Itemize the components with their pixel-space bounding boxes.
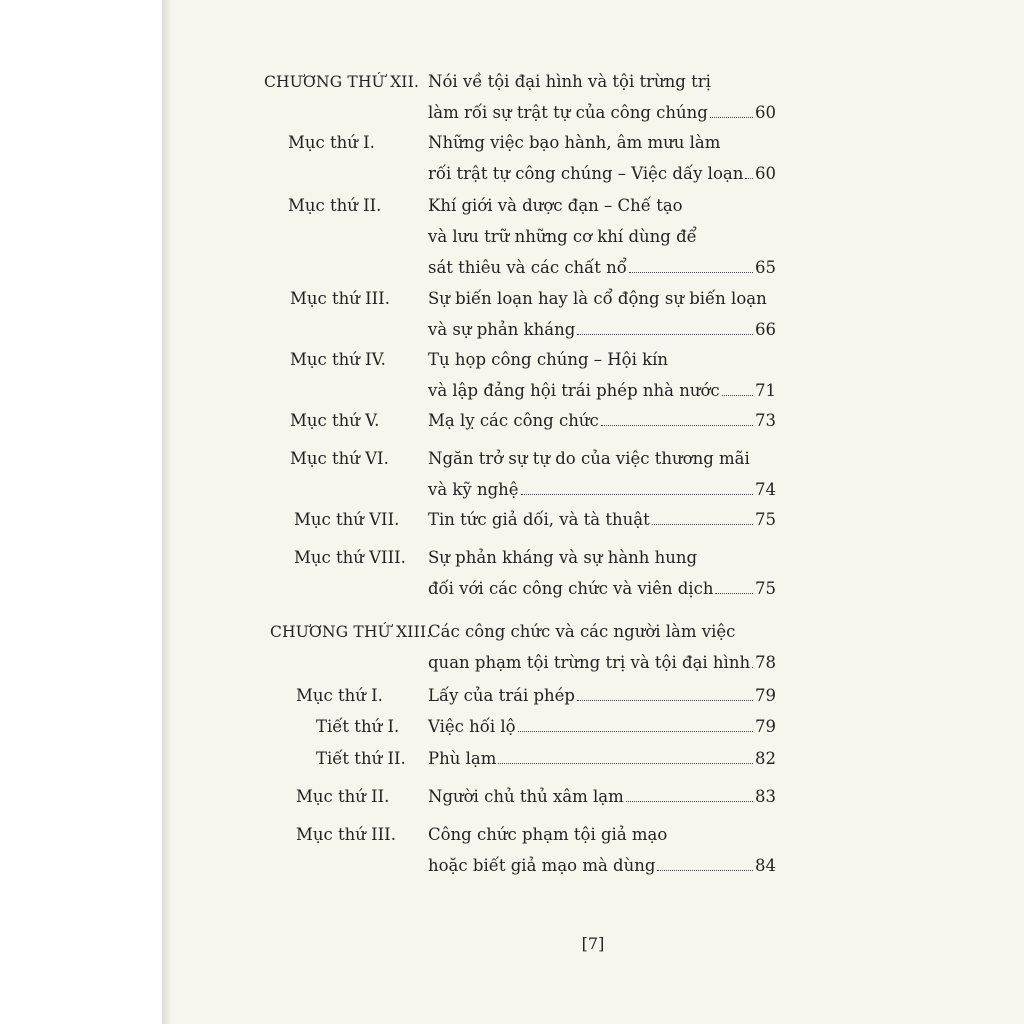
- toc-entry-title-text: Những việc bạo hành, âm mưu làm: [428, 133, 721, 152]
- toc-entry-title-line: [428, 579, 776, 599]
- toc-entry-title-text: và lập đảng hội trái phép nhà nước: [428, 381, 720, 400]
- toc-entry-title-line: [428, 510, 776, 530]
- toc-entry-title-text: Khí giới và dược đạn – Chế tạo: [428, 196, 683, 215]
- toc-entry-title-text: và sự phản kháng: [428, 320, 576, 339]
- toc-entry-title-line: [428, 825, 776, 845]
- toc-entry-page-number: 71: [755, 381, 776, 400]
- toc-leader-dots: [601, 411, 753, 426]
- toc-entry-page-number: 74: [755, 480, 776, 499]
- toc-entry-title-line: [428, 381, 776, 401]
- toc-entry-title-text: đối với các công chức và viên dịch: [428, 579, 714, 598]
- toc-entry-page-number: 83: [755, 787, 776, 806]
- table-of-contents: [162, 0, 1024, 1024]
- toc-entry-title-line: [428, 856, 776, 876]
- toc-leader-dots: [657, 856, 753, 871]
- toc-entry-title-text: Mạ lỵ các công chức: [428, 411, 599, 430]
- toc-entry-page-number: 73: [755, 411, 776, 430]
- toc-entry-page-number: 84: [755, 856, 776, 875]
- toc-entry-title-text: Tin tức giả dối, và tà thuật: [428, 510, 650, 529]
- toc-leader-dots: [577, 320, 753, 335]
- toc-entry-page-number: 79: [755, 717, 776, 736]
- toc-entry-page-number: 65: [755, 258, 776, 277]
- toc-leader-dots: [521, 480, 753, 495]
- toc-entry-page-number: 82: [755, 749, 776, 768]
- toc-entry-title-text: Người chủ thủ xâm lạm: [428, 787, 624, 806]
- toc-entry-title-line: [428, 686, 776, 706]
- toc-entry-page-number: 75: [755, 579, 776, 598]
- toc-entry-label: Mục thứ VI.: [290, 449, 389, 468]
- toc-entry-title-text: Các công chức và các người làm việc: [428, 622, 736, 641]
- toc-entry-title-text: và kỹ nghệ: [428, 480, 519, 499]
- toc-entry-title-line: [428, 196, 776, 216]
- toc-entry-title-text: Tụ họp công chúng – Hội kín: [428, 350, 669, 369]
- toc-leader-dots: [498, 749, 753, 764]
- toc-entry-title-text: Ngăn trở sự tự do của việc thương mãi: [428, 449, 750, 468]
- toc-entry-title-text: làm rối sự trật tự của công chúng: [428, 103, 708, 122]
- toc-entry-title-line: [428, 227, 776, 247]
- toc-entry-title-line: [428, 164, 776, 184]
- toc-entry-title-text: sát thiêu và các chất nổ: [428, 258, 627, 277]
- toc-entry-title-line: [428, 320, 776, 340]
- toc-entry-title-line: [428, 289, 776, 309]
- toc-entry-page-number: 66: [755, 320, 776, 339]
- toc-leader-dots: [652, 510, 753, 525]
- toc-entry-title-line: [428, 72, 776, 92]
- toc-entry-label: CHƯƠNG THỨ XIII.: [270, 623, 432, 641]
- toc-entry-label: Tiết thứ II.: [316, 749, 406, 768]
- toc-entry-label: Mục thứ III.: [290, 289, 390, 308]
- toc-entry-title-text: rối trật tự công chúng – Việc dấy loạn: [428, 164, 744, 183]
- toc-entry-title-line: [428, 480, 776, 500]
- toc-entry-title-text: Sự phản kháng và sự hành hung: [428, 548, 698, 567]
- toc-leader-dots: [722, 381, 753, 396]
- toc-entry-label: Mục thứ VIII.: [294, 548, 406, 567]
- toc-entry-label: Mục thứ II.: [288, 196, 382, 215]
- toc-entry-title-line: [428, 103, 776, 123]
- toc-leader-dots: [577, 686, 753, 701]
- toc-entry-title-text: quan phạm tội trừng trị và tội đại hình: [428, 653, 751, 672]
- toc-entry-page-number: 79: [755, 686, 776, 705]
- toc-entry-title-line: [428, 350, 776, 370]
- toc-entry-page-number: 60: [755, 164, 776, 183]
- book-page: [162, 0, 1024, 1024]
- toc-entry-title-line: [428, 787, 776, 807]
- toc-leader-dots: [715, 579, 753, 594]
- toc-entry-title-text: và lưu trữ những cơ khí dùng để: [428, 227, 697, 246]
- toc-leader-dots: [710, 103, 753, 118]
- toc-entry-title-line: [428, 653, 776, 673]
- toc-entry-title-line: [428, 258, 776, 278]
- toc-entry-title-text: Lấy của trái phép: [428, 686, 575, 705]
- toc-entry-title-text: Sự biến loạn hay là cổ động sự biến loạn: [428, 289, 767, 308]
- toc-entry-label: Mục thứ IV.: [290, 350, 386, 369]
- toc-entry-title-line: [428, 749, 776, 769]
- toc-entry-label: CHƯƠNG THỨ XII.: [264, 73, 420, 91]
- toc-entry-title-text: Việc hối lộ: [428, 717, 516, 736]
- toc-entry-label: Mục thứ I.: [288, 133, 375, 152]
- toc-entry-label: Mục thứ VII.: [294, 510, 400, 529]
- toc-entry-title-line: [428, 622, 776, 642]
- toc-leader-dots: [626, 787, 753, 802]
- toc-entry-label: Tiết thứ I.: [316, 717, 400, 736]
- toc-entry-label: Mục thứ III.: [296, 825, 396, 844]
- toc-leader-dots: [518, 717, 753, 732]
- toc-leader-dots: [752, 653, 753, 668]
- toc-leader-dots: [629, 258, 753, 273]
- toc-entry-title-line: [428, 411, 776, 431]
- toc-entry-label: Mục thứ II.: [296, 787, 390, 806]
- toc-entry-title-line: [428, 717, 776, 737]
- toc-entry-title-text: Nói về tội đại hình và tội trừng trị: [428, 72, 711, 91]
- toc-entry-title-line: [428, 548, 776, 568]
- toc-entry-title-text: Phù lạm: [428, 749, 497, 768]
- toc-leader-dots: [745, 164, 753, 179]
- toc-entry-page-number: 78: [755, 653, 776, 672]
- toc-entry-page-number: 75: [755, 510, 776, 529]
- toc-entry-title-text: Công chức phạm tội giả mạo: [428, 825, 668, 844]
- toc-entry-label: Mục thứ V.: [290, 411, 380, 430]
- toc-entry-title-text: hoặc biết giả mạo mà dùng: [428, 856, 656, 875]
- toc-entry-title-line: [428, 449, 776, 469]
- toc-entry-title-line: [428, 133, 776, 153]
- toc-entry-label: Mục thứ I.: [296, 686, 383, 705]
- toc-entry-page-number: 60: [755, 103, 776, 122]
- page-number: [7]: [581, 934, 605, 953]
